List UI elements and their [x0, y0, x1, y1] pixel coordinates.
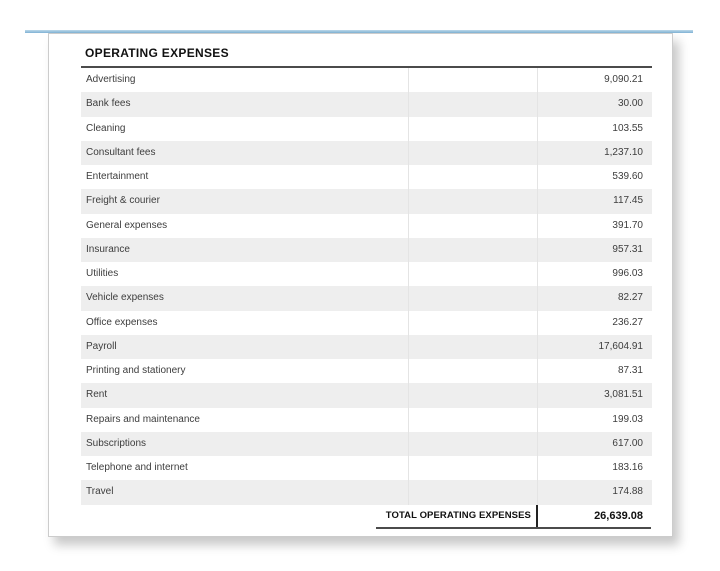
expense-label: General expenses [81, 214, 409, 238]
expense-value: 3,081.51 [604, 389, 643, 401]
expense-label: Cleaning [81, 117, 409, 141]
expense-mid-cell [409, 480, 538, 504]
expense-value: 9,090.21 [604, 74, 643, 86]
expense-row [81, 141, 652, 165]
expense-label: Consultant fees [81, 141, 409, 165]
expense-mid-cell [409, 262, 538, 286]
expense-label: Telephone and internet [81, 456, 409, 480]
total-label: TOTAL OPERATING EXPENSES [385, 510, 531, 521]
expense-label: Entertainment [81, 165, 409, 189]
expense-table [81, 68, 652, 505]
expense-value: 617.00 [612, 437, 643, 449]
expense-value: 30.00 [617, 98, 643, 110]
expense-value: 183.16 [612, 462, 643, 474]
expense-value: 236.27 [612, 316, 643, 328]
expense-value: 199.03 [612, 413, 643, 425]
expense-value: 174.88 [612, 486, 643, 498]
expense-value: 87.31 [617, 365, 643, 377]
expense-row [81, 359, 652, 383]
expense-value: 1,237.10 [604, 146, 643, 158]
operating-expenses-report [81, 43, 652, 529]
expense-row [81, 480, 652, 504]
expense-mid-cell [409, 432, 538, 456]
expense-row [81, 335, 652, 359]
expense-row [81, 189, 652, 213]
expense-label: Freight & courier [81, 189, 409, 213]
expense-mid-cell [409, 189, 538, 213]
expense-value: 82.27 [617, 292, 643, 304]
total-row [376, 505, 651, 529]
expense-row [81, 117, 652, 141]
expense-label: Travel [81, 480, 409, 504]
expense-label: Printing and stationery [81, 359, 409, 383]
expense-row [81, 286, 652, 310]
expense-mid-cell [409, 335, 538, 359]
expense-value: 117.45 [613, 195, 643, 207]
expense-value: 539.60 [612, 171, 643, 183]
expense-mid-cell [409, 408, 538, 432]
expense-label: Vehicle expenses [81, 286, 409, 310]
expense-mid-cell [409, 311, 538, 335]
expense-mid-cell [409, 92, 538, 116]
expense-row [81, 383, 652, 407]
expense-mid-cell [409, 214, 538, 238]
expense-mid-cell [409, 68, 538, 92]
expense-row [81, 165, 652, 189]
expense-row [81, 408, 652, 432]
total-value: 26,639.08 [594, 509, 643, 522]
expense-mid-cell [409, 383, 538, 407]
expense-row [81, 311, 652, 335]
expense-mid-cell [409, 141, 538, 165]
expense-label: Bank fees [81, 92, 409, 116]
expense-row [81, 262, 652, 286]
expense-label: Office expenses [81, 311, 409, 335]
expense-label: Advertising [81, 68, 409, 92]
expense-value: 17,604.91 [598, 340, 643, 352]
expense-mid-cell [409, 286, 538, 310]
expense-mid-cell [409, 359, 538, 383]
expense-row [81, 92, 652, 116]
expense-label: Payroll [81, 335, 409, 359]
expense-mid-cell [409, 456, 538, 480]
expense-value: 103.55 [612, 122, 643, 134]
expense-value: 996.03 [612, 268, 643, 280]
expense-label: Repairs and maintenance [81, 408, 409, 432]
expense-mid-cell [409, 165, 538, 189]
expense-row [81, 456, 652, 480]
expense-label: Rent [81, 383, 409, 407]
expense-label: Utilities [81, 262, 409, 286]
expense-mid-cell [409, 238, 538, 262]
expense-mid-cell [409, 117, 538, 141]
expense-row [81, 238, 652, 262]
expense-row [81, 214, 652, 238]
expense-row [81, 68, 652, 92]
expense-row [81, 432, 652, 456]
report-panel [48, 33, 673, 537]
section-title: OPERATING EXPENSES [81, 43, 652, 68]
expense-label: Insurance [81, 238, 409, 262]
expense-label: Subscriptions [81, 432, 409, 456]
expense-value: 957.31 [612, 243, 643, 255]
expense-value: 391.70 [612, 219, 643, 231]
